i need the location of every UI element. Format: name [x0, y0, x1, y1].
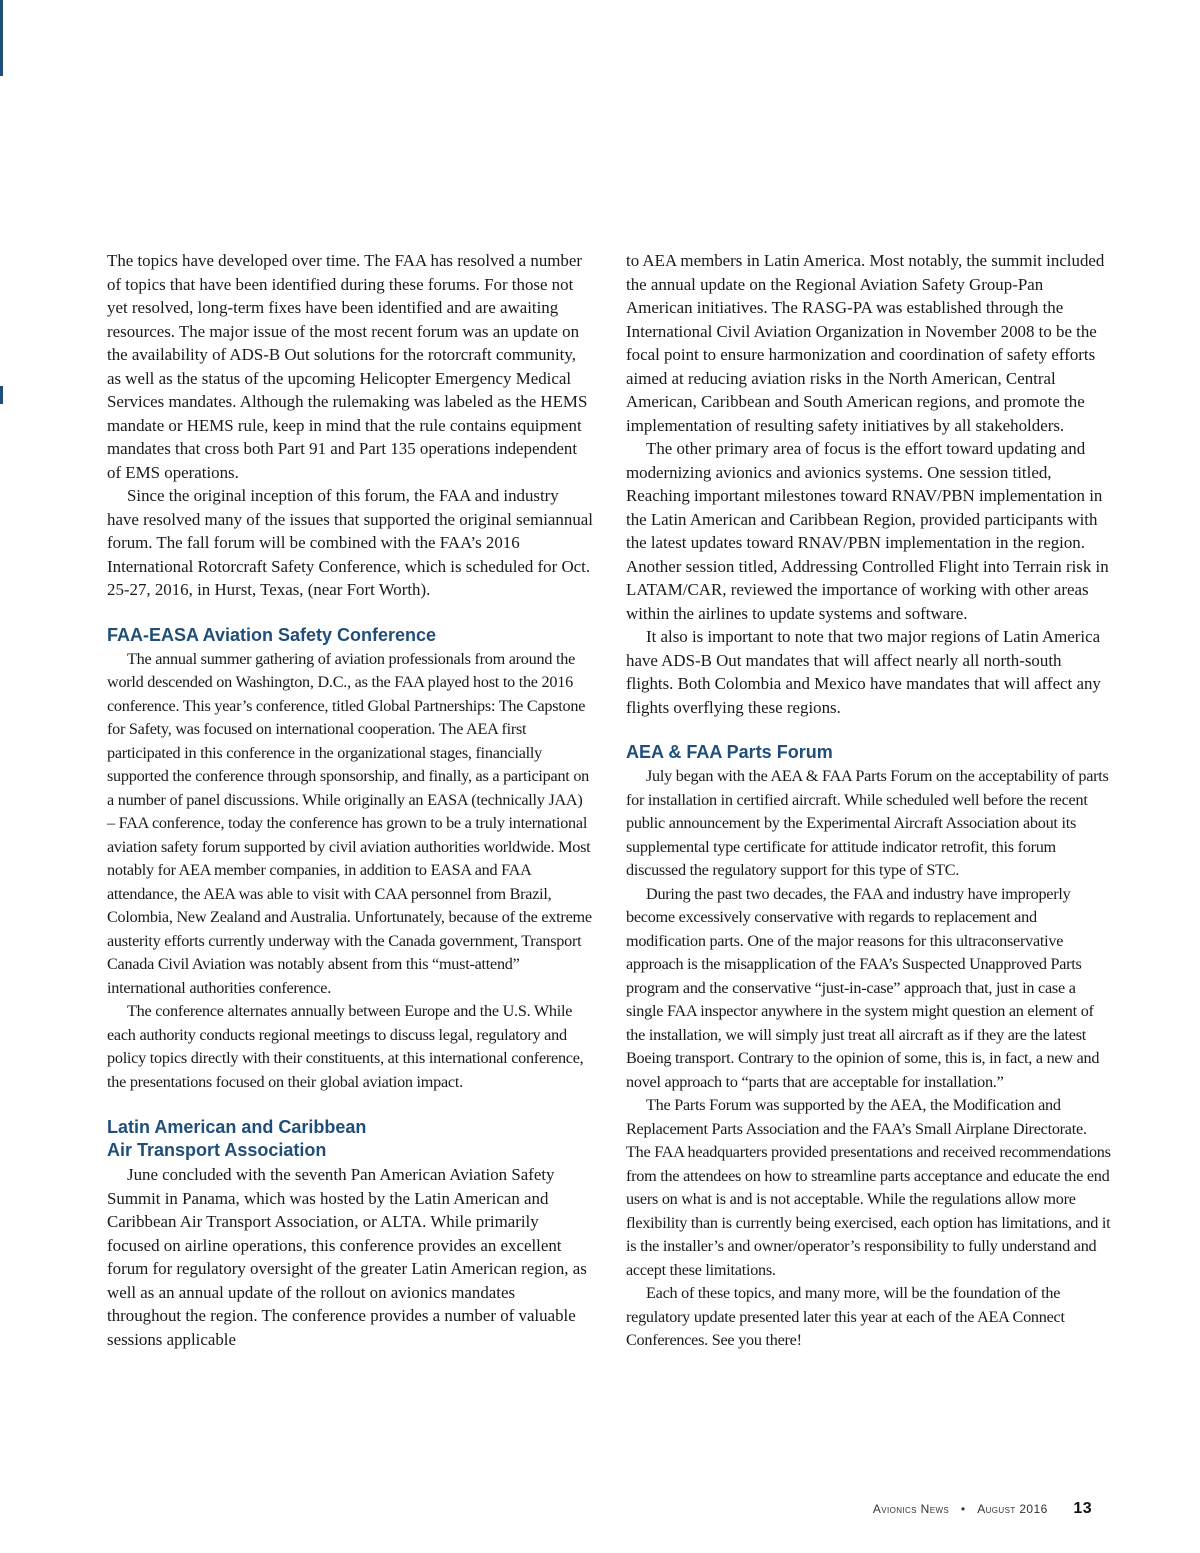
section-heading-alta [107, 1116, 593, 1162]
section-heading-faa-easa: FAA-EASA Aviation Safety Conference [107, 624, 437, 645]
body-paragraph: It also is important to note that two major regions of Latin America have ADS-B Out mandates that will affect nearly all north-south flights. Both Colombia and Mexico have mandates that will affect any flights overflying these regions. [626, 627, 1101, 717]
issue-date: August 2016 [977, 1502, 1048, 1516]
section-heading-line: Latin American and Caribbean [107, 1117, 367, 1137]
body-paragraph: The other primary area of focus is the effort toward updating and modernizing avionics and avionics systems. One session titled, Reaching important milestones toward RNAV/PBN implementation in the Latin American and Caribbean Region, provided participants with the latest updates toward RNAV/PBN implementation in the region. Another session titled, Addressing Controlled Flight into Terrain risk in LATAM/CAR, reviewed the importance of working with other areas within the airlines to update systems and software. [626, 439, 1109, 623]
page-number: 13 [1073, 1500, 1092, 1517]
separator-bullet: • [960, 1502, 966, 1516]
margin-marker-top [0, 0, 3, 76]
right-column [626, 249, 1112, 1353]
publication-name: Avionics News [872, 1502, 950, 1516]
section-heading-parts-forum: AEA & FAA Parts Forum [626, 742, 833, 762]
body-paragraph: June concluded with the seventh Pan American Aviation Safety Summit in Panama, which was hosted by the Latin American and Caribbean Air Transport Association, or ALTA. While primarily focused on airline operations, this conference provides an excellent forum for regulatory oversight of the greater Latin American region, as well as an annual update of the rollout on avionics mandates throughout the region. The conference provides a number of valuable sessions applicable [107, 1165, 587, 1349]
margin-marker-middle [0, 386, 3, 404]
left-column [107, 249, 593, 1351]
body-paragraph: During the past two decades, the FAA and industry have improperly become excessively conservative with regards to replacement and modification parts. One of the major reasons for this ultraconservative approach is the misapplication of the FAA’s Suspected Unapproved Parts program and the conservative “just-in-case” approach that, just in case a single FAA inspector anywhere in the system might question an element of the installation, we will simply just treat all aircraft as if they are the latest Boeing transport. Contrary to the opinion of some, this is, in fact, a new and novel approach to “parts that are acceptable for installation.” [626, 884, 1100, 1091]
body-paragraph: to AEA members in Latin America. Most notably, the summit included the annual update on the Regional Aviation Safety Group-Pan American initiatives. The RASG-PA was established through the International Civil Aviation Organization in November 2008 to be the focal point to ensure harmonization and coordination of safety efforts aimed at reducing aviation risks in the North American, Central American, Caribbean and South American regions, and promote the implementation of resulting safety initiatives by all stakeholders. [626, 251, 1105, 435]
body-paragraph: The conference alternates annually between Europe and the U.S. While each authority conducts regional meetings to discuss legal, regulatory and policy topics directly with their constituents, at this international conference, the presentations focused on their global aviation impact. [107, 1002, 584, 1091]
body-paragraph: Each of these topics, and many more, will be the foundation of the regulatory update presented later this year at each of the AEA Connect Conferences. See you there! [626, 1284, 1065, 1349]
body-paragraph: July began with the AEA & FAA Parts Forum on the acceptability of parts for installation in certified aircraft. While scheduled well before the recent public announcement by the Experimental Aircraft Association about its supplemental type certificate for attitude indicator retrofit, this forum discussed the regulatory support for this type of STC. [626, 767, 1109, 879]
body-paragraph: The Parts Forum was supported by the AEA, the Modification and Replacement Parts Association and the FAA’s Small Airplane Directorate. The FAA headquarters provided presentations and received recommendations from the attendees on how to streamline parts acceptance and educate the end users on what is and is not acceptable. While the regulations allow more flexibility than is currently being exercised, each option has limitations, and it is the installer’s and owner/operator’s responsibility to fully understand and accept these limitations. [626, 1096, 1111, 1279]
page-footer [873, 1500, 1092, 1518]
section-heading-line: Air Transport Association [107, 1140, 327, 1160]
body-paragraph: The annual summer gathering of aviation professionals from around the world descended on Washington, D.C., as the FAA played host to the 2016 conference. This year’s conference, titled Global Partnerships: The Capstone for Safety, was focused on international cooperation. The AEA first participated in this conference in the organizational stages, financially supported the conference through sponsorship, and finally, as a participant on a number of panel discussions. While originally an EASA (technically JAA) – FAA conference, today the conference has grown to be a truly international aviation safety forum supported by civil aviation authorities worldwide. Most notably for AEA member companies, in addition to EASA and FAA attendance, the AEA was able to visit with CAA personnel from Brazil, Colombia, New Zealand and Australia. Unfortunately, because of the extreme austerity efforts currently underway with the Canada government, Transport Canada Civil Aviation was notably absent from this “must-attend” international authorities conference. [107, 649, 592, 997]
body-paragraph: The topics have developed over time. The FAA has resolved a number of topics that have been identified during these forums. For those not yet resolved, long-term fixes have been identified and are awaiting resources. The major issue of the most recent forum was an update on the availability of ADS-B Out solutions for the rotorcraft community, as well as the status of the upcoming Helicopter Emergency Medical Services mandates. Although the rulemaking was labeled as the HEMS mandate or HEMS rule, keep in mind that the rule contains equipment mandates that cross both Part 91 and Part 135 operations independent of EMS operations. [107, 251, 588, 482]
body-paragraph: Since the original inception of this forum, the FAA and industry have resolved many of the issues that supported the original semiannual forum. The fall forum will be combined with the FAA’s 2016 International Rotorcraft Safety Conference, which is scheduled for Oct. 25-27, 2016, in Hurst, Texas, (near Fort Worth). [107, 486, 593, 599]
